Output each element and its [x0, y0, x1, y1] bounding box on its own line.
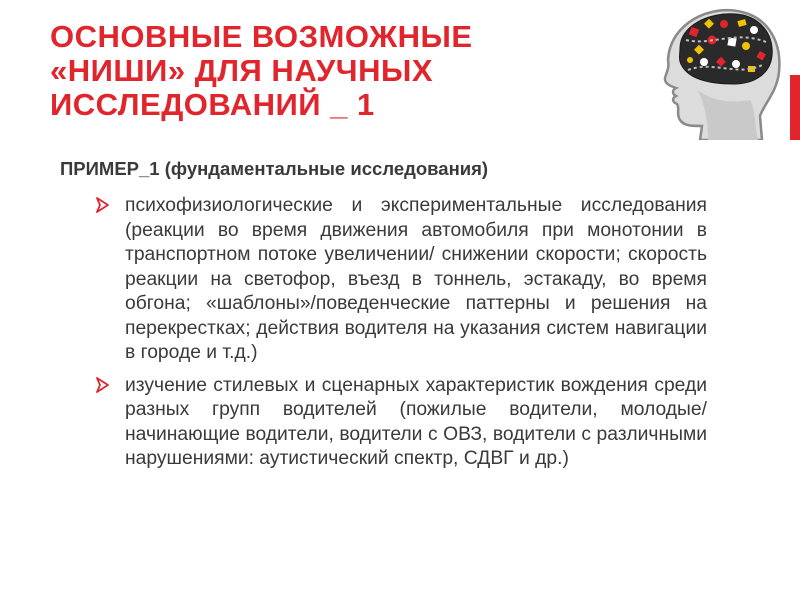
slide-title	[50, 20, 610, 122]
brain-head-icon	[650, 0, 785, 140]
arrow-bullet-icon	[95, 375, 111, 395]
title-line-3: ИССЛЕДОВАНИЙ _ 1	[50, 87, 375, 122]
accent-bar	[790, 75, 800, 140]
bullet-text-1: психофизиологические и экспериментальные исследования (реакции во время движения автомобиля при монотонии в транспортном потоке увеличении/ снижении скорости; скорость реакции на светофор, въезд в тоннель, эстакаду, во время обгона; «шаблоны»/поведенческие паттерны и решения на перекрестках; действия водителя на указания систем навигации в городе и т.д.)	[125, 195, 707, 363]
title-line-2: «НИШИ» ДЛЯ НАУЧНЫХ	[50, 53, 433, 88]
bullet-item-1	[95, 194, 707, 366]
arrow-bullet-icon	[95, 195, 111, 215]
example-subheading: ПРИМЕР_1 (фундаментальные исследования)	[60, 158, 489, 179]
bullet-text-2: изучение стилевых и сценарных характеристик вождения среди разных групп водителей (пожилые водители, молодые/начинающие водители, водители с ОВЗ, водители с различными нарушениями: аутистический спектр, СДВГ и др.)	[125, 374, 707, 469]
title-line-1: ОСНОВНЫЕ ВОЗМОЖНЫЕ	[50, 19, 473, 54]
bullet-list	[95, 194, 707, 480]
bullet-item-2	[95, 374, 707, 472]
